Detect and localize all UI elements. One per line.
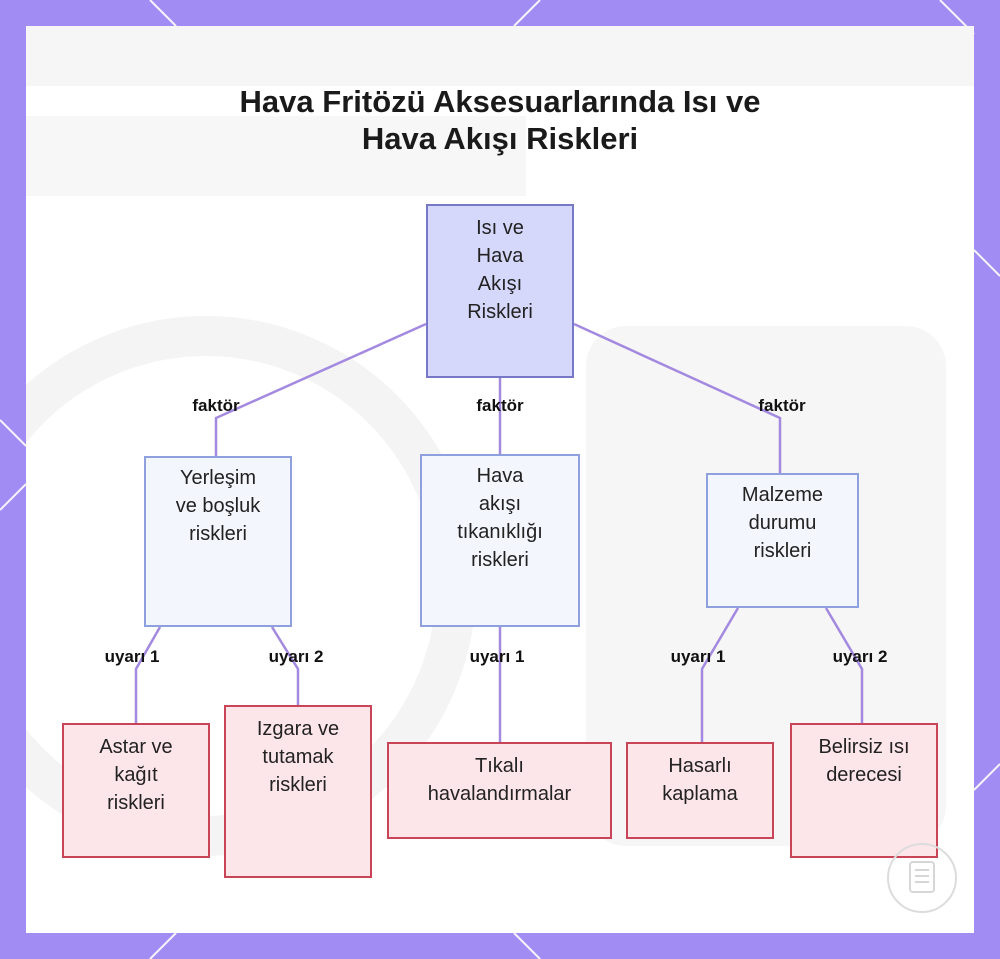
leaf-node-label: Izgara ve tutamak riskleri bbox=[256, 718, 340, 796]
leaf-node-damaged-coating bbox=[626, 742, 774, 839]
edge-label-warning: uyarı 1 bbox=[104, 647, 160, 666]
leaf-node-label: Hasarlı kaplama bbox=[662, 755, 738, 805]
leaf-node-blocked-vents bbox=[387, 742, 612, 839]
category-node-label: Malzeme durumu riskleri bbox=[741, 484, 824, 562]
connector-material-to-coating bbox=[702, 608, 738, 742]
edge-label-warning: uyarı 1 bbox=[469, 647, 525, 666]
diagram-title: Hava Fritözü Aksesuarlarında Isı ve Hava Akışı Riskleri bbox=[239, 84, 761, 156]
leaf-node-liner-paper bbox=[62, 723, 210, 858]
edge-label-warning: uyarı 2 bbox=[832, 647, 888, 666]
category-node-label: Yerleşim ve boşluk riskleri bbox=[175, 467, 261, 545]
root-node-label: Isı ve Hava Akışı Riskleri bbox=[467, 217, 533, 323]
edge-label-factor: faktör bbox=[758, 396, 806, 415]
leaf-node-grill-handle bbox=[224, 705, 372, 878]
category-node-label: Hava akışı tıkanıklığı riskleri bbox=[457, 465, 543, 571]
category-node-material bbox=[706, 473, 859, 608]
leaf-node-label: Tıkalı havalandırmalar bbox=[427, 755, 572, 805]
connector-root-to-placement bbox=[216, 324, 426, 456]
edge-label-warning: uyarı 1 bbox=[670, 647, 726, 666]
diagram-panel bbox=[26, 26, 974, 933]
category-node-airflow bbox=[420, 454, 580, 627]
edge-label-factor: faktör bbox=[476, 396, 524, 415]
root-node bbox=[426, 204, 574, 378]
connector-placement-to-liner bbox=[136, 627, 160, 723]
edge-label-factor: faktör bbox=[192, 396, 240, 415]
category-node-placement bbox=[144, 456, 292, 627]
stacked-lines-logo-icon bbox=[882, 838, 962, 918]
leaf-node-label: Astar ve kağıt riskleri bbox=[99, 736, 173, 814]
edge-label-warning: uyarı 2 bbox=[268, 647, 324, 666]
connector-root-to-material bbox=[574, 324, 780, 473]
leaf-node-label: Belirsiz ısı derecesi bbox=[818, 736, 910, 786]
